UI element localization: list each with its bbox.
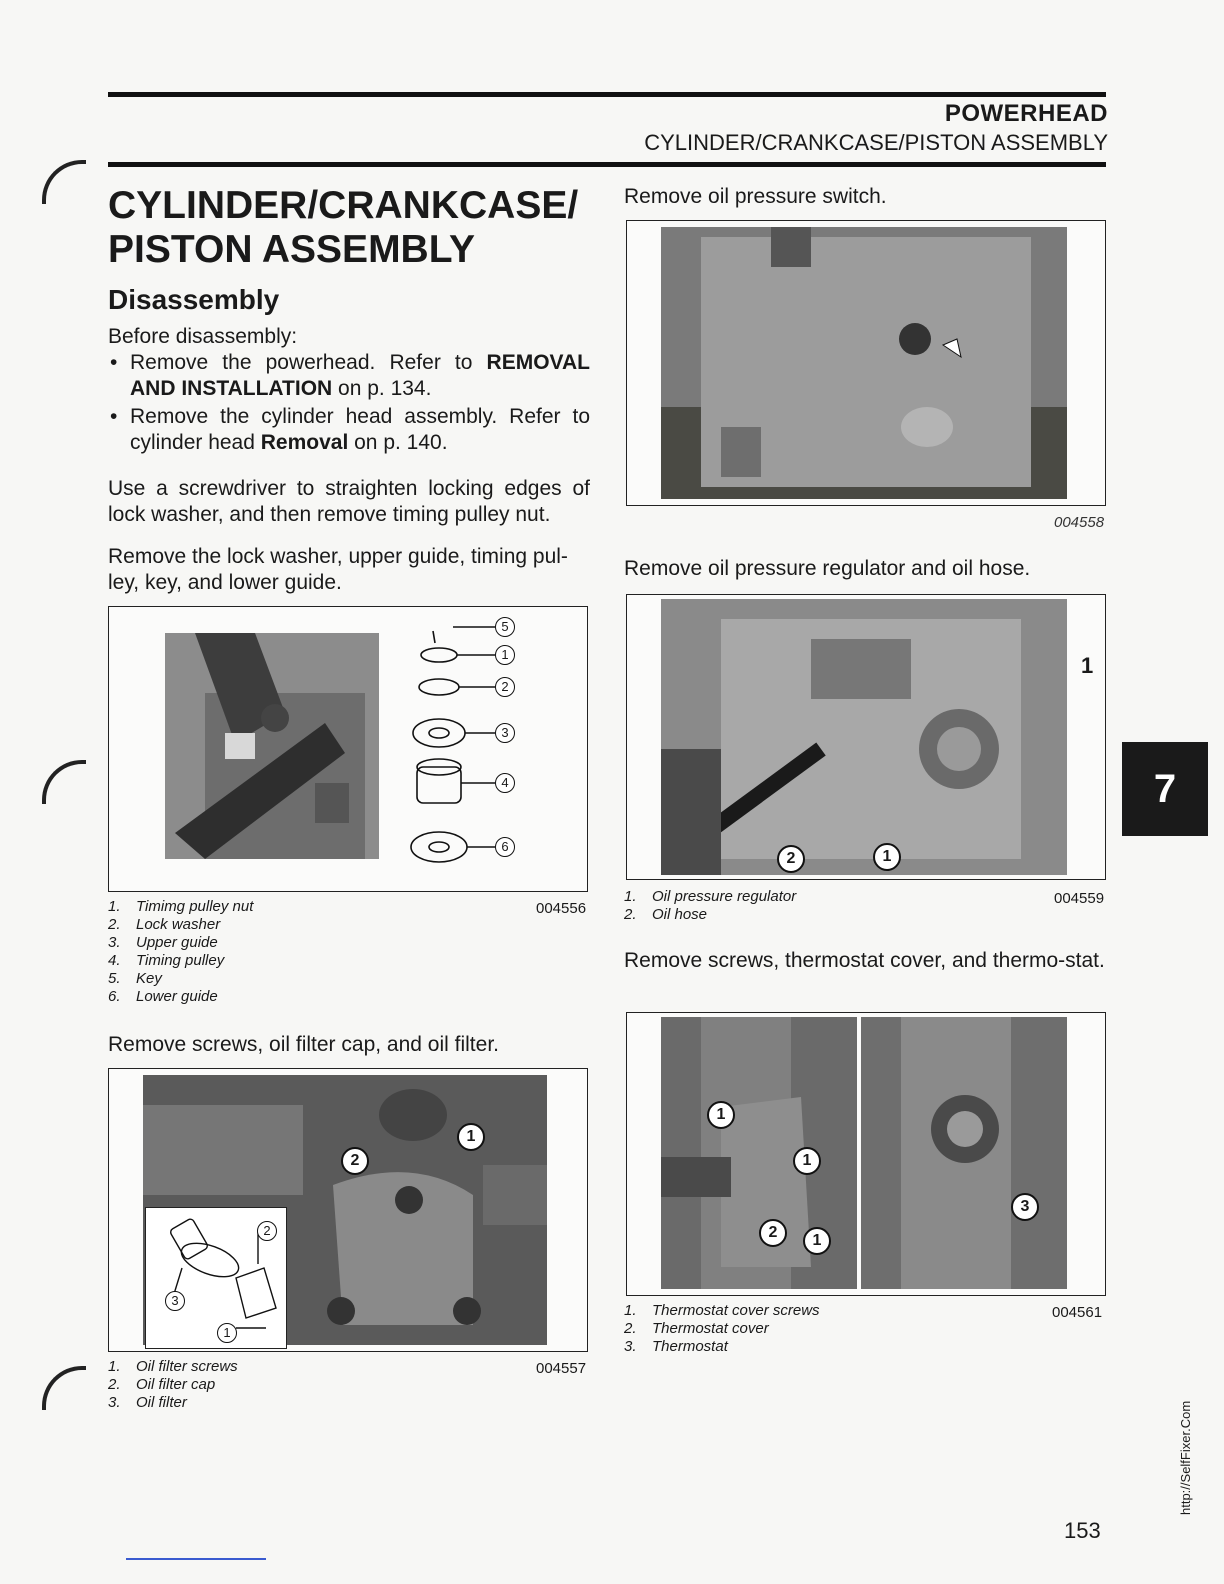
paragraph-pressure-switch: Remove oil pressure switch. xyxy=(624,185,887,208)
caption-list-oil-filter xyxy=(108,1358,408,1412)
callout-6: 6 xyxy=(495,837,515,857)
bullet-item: • Remove the cylinder head assembly. Refer to cylinder head Removal on p. 140. xyxy=(108,404,590,456)
callout-inset-3: 3 xyxy=(165,1291,185,1311)
callout-1: 1 xyxy=(873,843,901,871)
figure-label-1: 1 xyxy=(1081,653,1094,678)
header-top-rule xyxy=(108,92,1106,97)
figure-timing-pulley xyxy=(108,606,588,892)
caption-item: 1. Oil filter screws xyxy=(108,1358,238,1375)
photo-timing-pulley xyxy=(165,633,379,859)
photo-regulator xyxy=(661,599,1067,875)
subheading: Disassembly xyxy=(108,284,280,315)
paragraph-regulator: Remove oil pressure regulator and oil hose. xyxy=(624,557,1031,580)
paragraph-lock-washer: Use a screwdriver to straighten locking edges of lock washer, and then remove timing pulley nut. xyxy=(108,477,590,526)
caption-item: 3. Oil filter xyxy=(108,1394,187,1411)
intro-text: Before disassembly: xyxy=(108,325,298,348)
caption-list-regulator xyxy=(624,888,924,924)
xref-link: REMOVAL AND INSTALLATION xyxy=(130,351,590,400)
figure-thermostat xyxy=(626,1012,1106,1296)
caption-item: 1. Oil pressure regulator xyxy=(624,888,797,905)
caption-item: 2. Lock washer xyxy=(108,916,221,933)
callout-1-top: 1 xyxy=(793,1147,821,1175)
callout-5: 5 xyxy=(495,617,515,637)
binder-hole-mark xyxy=(42,160,86,204)
callout-1: 1 xyxy=(457,1123,485,1151)
page-title-line1: CYLINDER/CRANKCASE/ xyxy=(108,184,579,227)
callout-4: 4 xyxy=(495,773,515,793)
caption-item: 2. Oil filter cap xyxy=(108,1376,216,1393)
callout-2: 2 xyxy=(759,1219,787,1247)
bullet-list xyxy=(108,350,590,458)
callout-1-top-left: 1 xyxy=(707,1101,735,1129)
bullet-item: • Remove the powerhead. Refer to REMOVAL AND INSTALLATION on p. 134. xyxy=(108,350,590,402)
photo-pressure-switch xyxy=(661,227,1067,499)
exploded-parts-drawing xyxy=(399,615,539,875)
figure-regulator xyxy=(626,594,1106,880)
caption-item: 3. Thermostat xyxy=(624,1338,728,1355)
figure-oil-filter xyxy=(108,1068,588,1352)
header-bottom-rule xyxy=(108,162,1106,167)
header-subsection: CYLINDER/CRANKCASE/PISTON ASSEMBLY xyxy=(644,130,1108,155)
figure-pressure-switch xyxy=(626,220,1106,506)
side-url: http://SelfFixer.Com xyxy=(1178,1400,1193,1515)
figure-id-pressure-switch: 004558 xyxy=(1054,514,1105,531)
caption-item: 4. Timing pulley xyxy=(108,952,225,969)
caption-item: 2. Oil hose xyxy=(624,906,708,923)
chapter-tab: 7 xyxy=(1122,742,1208,836)
page-number: 153 xyxy=(1064,1518,1101,1543)
bottom-line xyxy=(126,1558,266,1560)
page-title xyxy=(108,184,608,272)
xref-link: Removal xyxy=(260,431,349,454)
callout-1: 1 xyxy=(495,645,515,665)
photo-thermostat-right xyxy=(861,1017,1067,1289)
caption-item: 3. Upper guide xyxy=(108,934,218,951)
caption-item: 2. Thermostat cover xyxy=(624,1320,769,1337)
callout-3: 3 xyxy=(1011,1193,1039,1221)
binder-hole-mark xyxy=(42,760,86,804)
figure-id-timing: 004556 xyxy=(536,900,587,917)
header-section: POWERHEAD xyxy=(944,100,1108,127)
caption-list-timing xyxy=(108,898,408,1006)
callout-3: 3 xyxy=(495,723,515,743)
caption-item: 5. Key xyxy=(108,970,162,987)
binder-hole-mark xyxy=(42,1366,86,1410)
callout-1: 1 xyxy=(803,1227,831,1255)
callout-inset-1: 1 xyxy=(217,1323,237,1343)
figure-id-regulator: 004559 xyxy=(1054,890,1105,907)
caption-item: 6. Lower guide xyxy=(108,988,218,1005)
callout-inset-2: 2 xyxy=(257,1221,277,1241)
figure-id-thermostat: 004561 xyxy=(1052,1304,1103,1321)
figure-id-oil-filter: 004557 xyxy=(536,1360,587,1377)
paragraph-thermostat: Remove screws, thermostat cover, and thermo-stat. xyxy=(624,949,1105,972)
callout-2: 2 xyxy=(341,1147,369,1175)
callout-2: 2 xyxy=(777,845,805,873)
callout-2: 2 xyxy=(495,677,515,697)
caption-item: 1. Timimg pulley nut xyxy=(108,898,254,915)
paragraph-remove-guide: Remove the lock washer, upper guide, timing pul-ley, key, and lower guide. xyxy=(108,545,568,594)
paragraph-oil-filter: Remove screws, oil filter cap, and oil filter. xyxy=(108,1033,499,1056)
page-title-line2: PISTON ASSEMBLY xyxy=(108,228,475,271)
caption-list-thermostat xyxy=(624,1302,944,1356)
caption-item: 1. Thermostat cover screws xyxy=(624,1302,820,1319)
